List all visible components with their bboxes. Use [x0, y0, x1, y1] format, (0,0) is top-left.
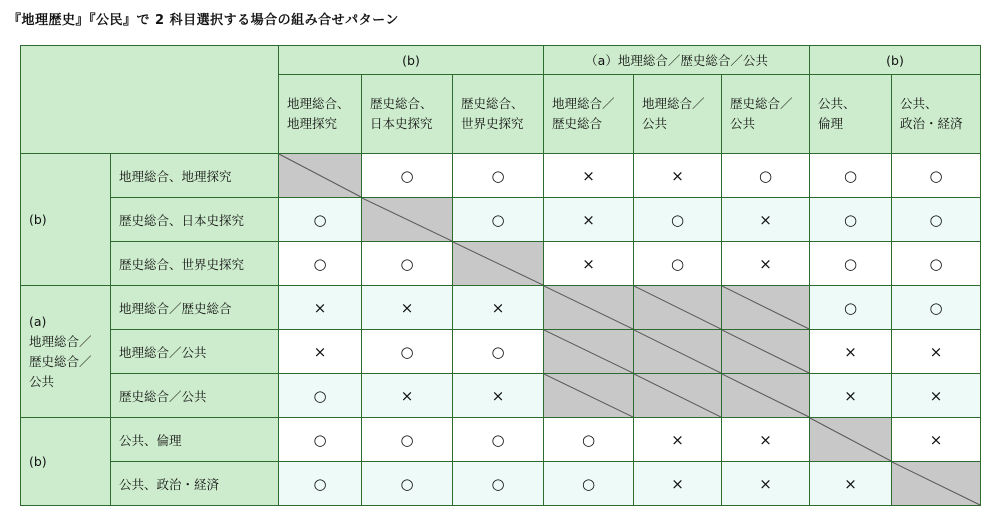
- mark-cell: [892, 154, 981, 198]
- mark-cell: [722, 462, 810, 506]
- mark-cell: [453, 330, 544, 374]
- table-row: [21, 242, 981, 286]
- allowed-mark: ○: [313, 474, 327, 493]
- allowed-mark: ○: [929, 298, 943, 317]
- not-allowed-mark: ×: [759, 254, 772, 273]
- blank-cell: [634, 286, 722, 330]
- mark-cell: [279, 198, 362, 242]
- not-allowed-mark: ×: [491, 386, 505, 405]
- table-row: [21, 286, 981, 330]
- column-subject-line: 歴史総合、: [370, 96, 433, 111]
- mark-cell: [453, 286, 544, 330]
- mark-cell: [453, 374, 544, 418]
- column-subject-line: 公共: [642, 116, 668, 131]
- mark-cell: [453, 418, 544, 462]
- diagonal-slash: [810, 418, 891, 461]
- not-allowed-mark: ×: [759, 474, 772, 493]
- row-subject-label: 地理総合／公共: [111, 330, 279, 374]
- column-subject-header: [453, 75, 544, 154]
- mark-cell: [634, 154, 722, 198]
- column-subject-line: 歴史総合／: [730, 96, 793, 111]
- column-subject-line: 歴史総合、: [461, 96, 524, 111]
- mark-cell: [810, 198, 892, 242]
- allowed-mark: ○: [581, 430, 596, 449]
- allowed-mark: ○: [491, 166, 505, 185]
- row-group-label-line: 歴史総合／: [29, 353, 92, 369]
- diagonal-slash: [722, 286, 809, 329]
- allowed-mark: ○: [491, 430, 505, 449]
- not-allowed-mark: ×: [929, 430, 943, 449]
- not-allowed-mark: ×: [400, 386, 414, 405]
- diagonal-slash: [544, 286, 633, 329]
- allowed-mark: ○: [670, 254, 685, 273]
- mark-cell: [544, 154, 634, 198]
- allowed-mark: ○: [400, 474, 414, 493]
- mark-cell: [892, 374, 981, 418]
- mark-cell: [544, 462, 634, 506]
- diagonal-slash: [544, 330, 633, 373]
- mark-cell: [279, 374, 362, 418]
- blank-cell: [362, 198, 453, 242]
- mark-cell: [544, 418, 634, 462]
- mark-cell: [634, 198, 722, 242]
- allowed-mark: ○: [670, 210, 685, 229]
- blank-cell: [544, 374, 634, 418]
- mark-cell: [279, 242, 362, 286]
- mark-cell: [634, 462, 722, 506]
- mark-cell: [362, 330, 453, 374]
- blank-cell: [634, 330, 722, 374]
- allowed-mark: ○: [581, 474, 596, 493]
- row-group-label-line: (a): [29, 313, 47, 329]
- column-subject-header: [810, 75, 892, 154]
- table-row: [21, 462, 981, 506]
- column-subject-header: [722, 75, 810, 154]
- row-group-label: [21, 418, 111, 506]
- allowed-mark: ○: [491, 210, 505, 229]
- not-allowed-mark: ×: [313, 298, 327, 317]
- not-allowed-mark: ×: [491, 298, 505, 317]
- mark-cell: [279, 462, 362, 506]
- column-subject-line: 地理探究: [287, 116, 338, 131]
- row-group-label: [21, 154, 111, 286]
- blank-cell: [544, 330, 634, 374]
- diagonal-slash: [453, 242, 543, 285]
- column-category-header: (b): [279, 46, 544, 75]
- not-allowed-mark: ×: [582, 210, 595, 229]
- row-subject-label: 歴史総合、世界史探究: [111, 242, 279, 286]
- blank-cell: [722, 286, 810, 330]
- diagonal-slash: [634, 286, 721, 329]
- allowed-mark: ○: [843, 166, 858, 185]
- allowed-mark: ○: [758, 166, 773, 185]
- diagonal-slash: [722, 374, 809, 417]
- mark-cell: [892, 242, 981, 286]
- mark-cell: [634, 418, 722, 462]
- mark-cell: [362, 286, 453, 330]
- column-subject-line: 公共: [730, 116, 756, 131]
- page-title: 『地理歴史』『公民』で 2 科目選択する場合の組み合せパターン: [8, 13, 399, 28]
- not-allowed-mark: ×: [929, 342, 943, 361]
- diagonal-slash: [722, 330, 809, 373]
- mark-cell: [362, 154, 453, 198]
- column-category-header: (b): [810, 46, 981, 75]
- allowed-mark: ○: [400, 430, 414, 449]
- allowed-mark: ○: [313, 430, 327, 449]
- column-subject-header: [634, 75, 722, 154]
- mark-cell: [810, 286, 892, 330]
- mark-cell: [453, 198, 544, 242]
- not-allowed-mark: ×: [400, 298, 414, 317]
- blank-cell: [634, 374, 722, 418]
- blank-cell: [722, 374, 810, 418]
- column-subject-line: 公共、: [818, 96, 856, 111]
- not-allowed-mark: ×: [759, 210, 772, 229]
- mark-cell: [892, 286, 981, 330]
- not-allowed-mark: ×: [844, 342, 857, 361]
- not-allowed-mark: ×: [582, 166, 595, 185]
- mark-cell: [279, 330, 362, 374]
- mark-cell: [810, 242, 892, 286]
- diagonal-slash: [892, 462, 980, 505]
- not-allowed-mark: ×: [759, 430, 772, 449]
- mark-cell: [810, 374, 892, 418]
- column-subject-line: 歴史総合: [552, 116, 603, 131]
- mark-cell: [722, 242, 810, 286]
- row-subject-label: 歴史総合、日本史探究: [111, 198, 279, 242]
- column-subject-header: [892, 75, 981, 154]
- not-allowed-mark: ×: [671, 474, 684, 493]
- mark-cell: [362, 462, 453, 506]
- mark-cell: [810, 330, 892, 374]
- table-row: [21, 330, 981, 374]
- blank-cell: [453, 242, 544, 286]
- allowed-mark: ○: [843, 298, 858, 317]
- column-subject-line: 政治・経済: [900, 116, 963, 131]
- mark-cell: [279, 286, 362, 330]
- diagonal-slash: [634, 330, 721, 373]
- table-row: [21, 374, 981, 418]
- column-subject-line: 倫理: [818, 116, 844, 131]
- row-group-label-line: (b): [29, 453, 47, 469]
- mark-cell: [810, 462, 892, 506]
- row-group-label-line: 地理総合／: [29, 333, 92, 349]
- row-subject-label: 地理総合、地理探究: [111, 154, 279, 198]
- mark-cell: [453, 154, 544, 198]
- mark-cell: [722, 198, 810, 242]
- not-allowed-mark: ×: [671, 430, 684, 449]
- row-subject-label: 歴史総合／公共: [111, 374, 279, 418]
- mark-cell: [892, 198, 981, 242]
- row-group-label: [21, 286, 111, 418]
- allowed-mark: ○: [929, 166, 943, 185]
- blank-cell: [810, 418, 892, 462]
- row-group-label-line: (b): [29, 211, 47, 227]
- not-allowed-mark: ×: [929, 386, 943, 405]
- mark-cell: [362, 374, 453, 418]
- not-allowed-mark: ×: [671, 166, 684, 185]
- allowed-mark: ○: [313, 210, 327, 229]
- blank-cell: [722, 330, 810, 374]
- column-subject-line: 日本史探究: [370, 116, 433, 131]
- allowed-mark: ○: [491, 342, 505, 361]
- column-subject-header: [279, 75, 362, 154]
- mark-cell: [810, 154, 892, 198]
- not-allowed-mark: ×: [844, 474, 857, 493]
- allowed-mark: ○: [843, 254, 858, 273]
- allowed-mark: ○: [313, 386, 327, 405]
- mark-cell: [279, 418, 362, 462]
- allowed-mark: ○: [929, 254, 943, 273]
- category-header-row: [21, 46, 981, 75]
- not-allowed-mark: ×: [844, 386, 857, 405]
- column-subject-line: 地理総合、: [287, 96, 350, 111]
- column-subject-header: [544, 75, 634, 154]
- mark-cell: [892, 418, 981, 462]
- allowed-mark: ○: [313, 254, 327, 273]
- mark-cell: [362, 242, 453, 286]
- allowed-mark: ○: [491, 474, 505, 493]
- row-group-label-line: 公共: [29, 373, 55, 389]
- allowed-mark: ○: [400, 166, 414, 185]
- mark-cell: [362, 418, 453, 462]
- diagonal-slash: [279, 154, 361, 197]
- column-subject-line: 地理総合／: [642, 96, 705, 111]
- diagonal-slash: [634, 374, 721, 417]
- mark-cell: [544, 198, 634, 242]
- not-allowed-mark: ×: [582, 254, 595, 273]
- mark-cell: [453, 462, 544, 506]
- diagonal-slash: [362, 198, 452, 241]
- mark-cell: [634, 242, 722, 286]
- combination-table: [20, 45, 981, 506]
- column-subject-line: 公共、: [900, 96, 938, 111]
- table-row: [21, 154, 981, 198]
- column-subject-line: 世界史探究: [461, 116, 524, 131]
- row-subject-label: 公共、倫理: [111, 418, 279, 462]
- column-subject-line: 地理総合／: [552, 96, 615, 111]
- allowed-mark: ○: [400, 254, 414, 273]
- allowed-mark: ○: [843, 210, 858, 229]
- mark-cell: [722, 418, 810, 462]
- mark-cell: [544, 242, 634, 286]
- row-subject-label: 公共、政治・経済: [111, 462, 279, 506]
- mark-cell: [722, 154, 810, 198]
- row-subject-label: 地理総合／歴史総合: [111, 286, 279, 330]
- allowed-mark: ○: [929, 210, 943, 229]
- mark-cell: [892, 330, 981, 374]
- diagonal-slash: [544, 374, 633, 417]
- column-subject-header: [362, 75, 453, 154]
- corner-cell: [21, 46, 279, 154]
- blank-cell: [279, 154, 362, 198]
- column-category-header: （a）地理総合／歴史総合／公共: [544, 46, 810, 75]
- blank-cell: [544, 286, 634, 330]
- not-allowed-mark: ×: [313, 342, 327, 361]
- allowed-mark: ○: [400, 342, 414, 361]
- blank-cell: [892, 462, 981, 506]
- table-row: [21, 418, 981, 462]
- table-row: [21, 198, 981, 242]
